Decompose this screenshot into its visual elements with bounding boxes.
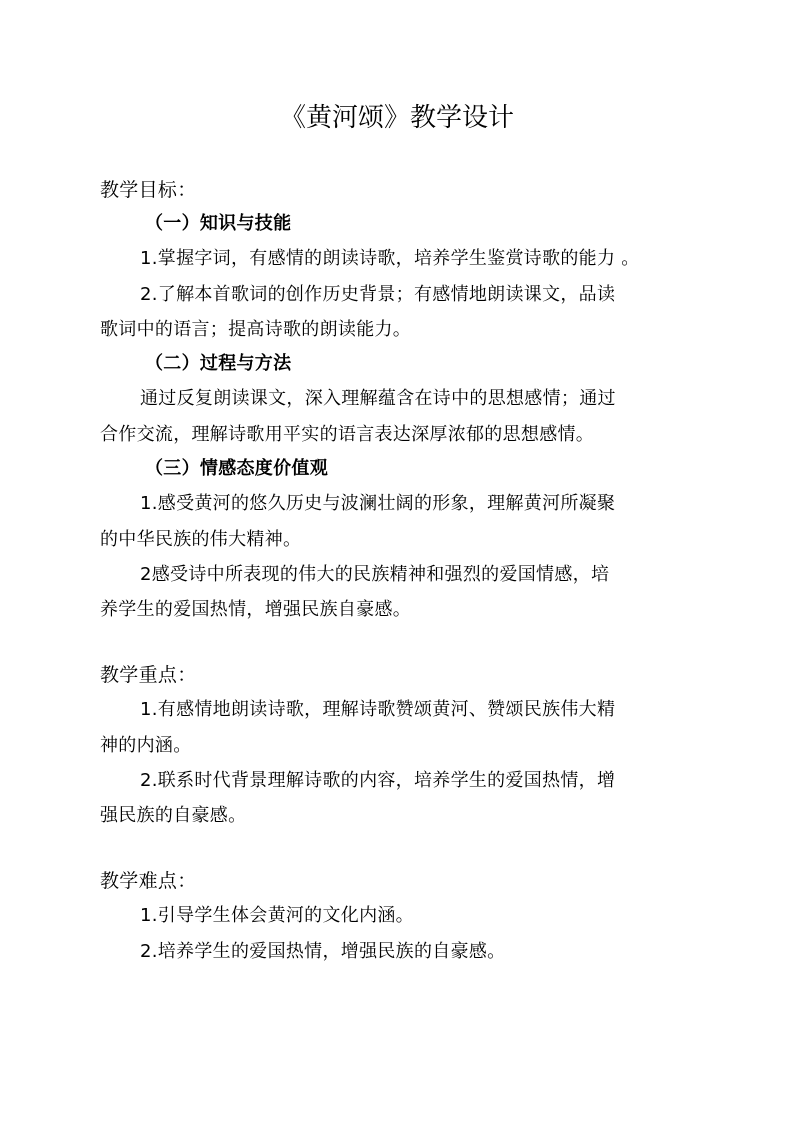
process-method-subheading: （二）过程与方法 — [145, 353, 292, 374]
emotion-item-1-line-2: 的中华民族的伟大精神。 — [100, 529, 302, 550]
key-point-1-line-1: 1.有感情地朗读诗歌，理解诗歌赞颂黄河、赞颂民族伟大精 — [140, 699, 616, 720]
knowledge-skills-subheading: （一）知识与技能 — [145, 213, 292, 234]
difficulty-item-2: 2.培养学生的爱国热情，增强民族的自豪感。 — [140, 941, 506, 962]
document-title: 《黄河颂》教学设计 — [279, 103, 514, 133]
process-text-line-1: 通过反复朗读课文，深入理解蕴含在诗中的思想感情；通过 — [140, 388, 616, 409]
difficulty-item-1: 1.引导学生体会黄河的文化内涵。 — [140, 905, 414, 926]
emotion-item-1-line-1: 1.感受黄河的悠久历史与波澜壮阔的形象，理解黄河所凝聚 — [140, 493, 616, 514]
key-point-2-line-2: 强民族的自豪感。 — [100, 805, 247, 826]
key-points-heading: 教学重点： — [100, 664, 197, 686]
difficulties-heading: 教学难点： — [100, 870, 197, 892]
emotion-item-2-line-1: 2感受诗中所表现的伟大的民族精神和强烈的爱国情感，培 — [140, 564, 610, 585]
emotion-values-subheading: （三）情感态度价值观 — [145, 458, 328, 479]
knowledge-item-2-line-1: 2.了解本首歌词的创作历史背景；有感情地朗读课文，品读 — [140, 284, 616, 305]
key-point-2-line-1: 2.联系时代背景理解诗歌的内容，培养学生的爱国热情，增 — [140, 770, 616, 791]
knowledge-item-2-line-2: 歌词中的语言；提高诗歌的朗读能力。 — [100, 319, 412, 340]
process-text-line-2: 合作交流，理解诗歌用平实的语言表达深厚浓郁的思想感情。 — [100, 424, 595, 445]
emotion-item-2-line-2: 养学生的爱国热情，增强民族自豪感。 — [100, 599, 412, 620]
key-point-1-line-2: 神的内涵。 — [100, 735, 192, 756]
objectives-heading: 教学目标： — [100, 179, 197, 201]
knowledge-item-1: 1.掌握字词，有感情的朗读诗歌，培养学生鉴赏诗歌的能力 。 — [140, 248, 640, 269]
